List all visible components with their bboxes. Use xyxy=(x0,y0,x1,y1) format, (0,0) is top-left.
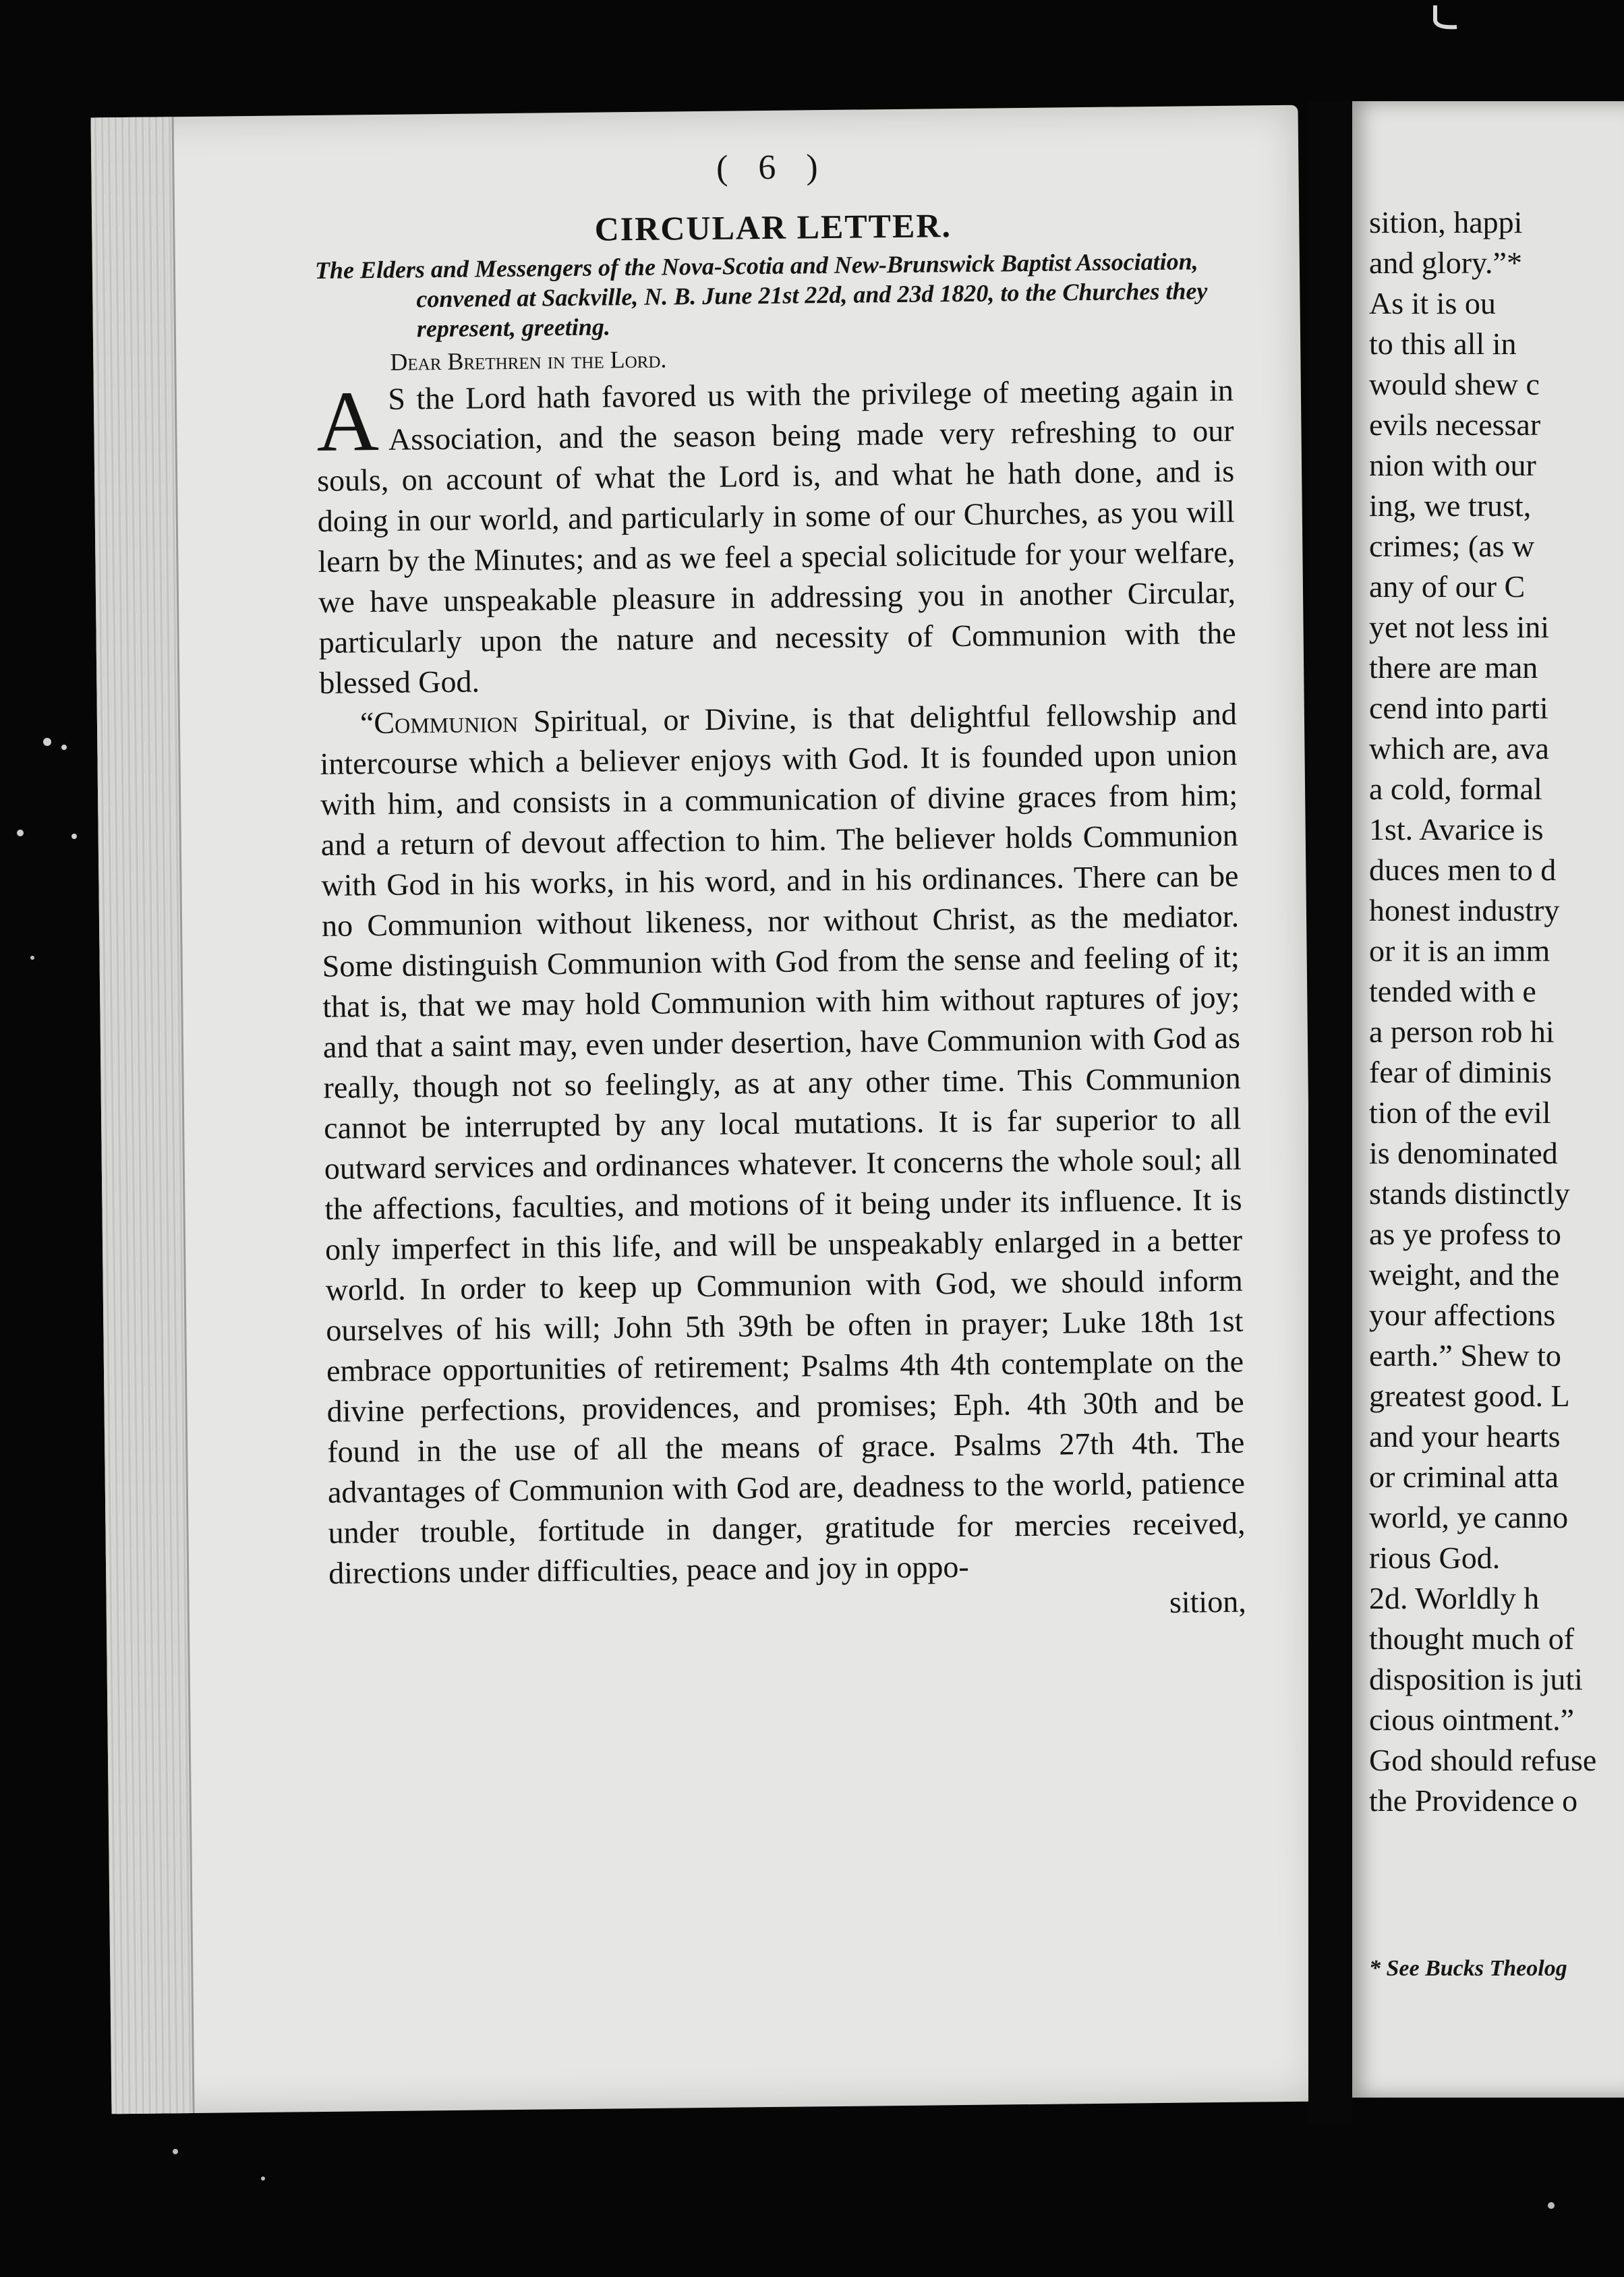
right-page-line: your affections xyxy=(1369,1298,1556,1332)
right-page-line: crimes; (as w xyxy=(1369,529,1535,563)
right-page-line: would shew c xyxy=(1369,367,1540,401)
right-page-line: As it is ou xyxy=(1369,286,1496,320)
right-page-line: world, ye canno xyxy=(1369,1500,1569,1534)
right-page-line: yet not less ini xyxy=(1369,610,1550,644)
right-page-line: is denominated xyxy=(1369,1136,1558,1170)
salutation: Dear Brethren in the Lord. xyxy=(390,345,667,376)
right-page-line: greatest good. L xyxy=(1369,1379,1570,1413)
right-page-line: the Providence o xyxy=(1369,1783,1578,1818)
paragraph-1-text: S the Lord hath favored us with the privilege of meeting again in Association, and the season being made very refreshing to our souls, on account of what the Lord is, and what he hath done, and is doing in our world, and particularly in some of our Churches, as you will learn by the Minutes; and as we feel a special solicitude for your welfare, we have unspeakable pleasure in addressing you in another Circular, particularly upon the nature and necessity of Communion with the blessed God. xyxy=(316,372,1236,700)
right-page-line: as ye profess to xyxy=(1369,1217,1561,1251)
right-page-line: sition, happi xyxy=(1369,205,1523,239)
right-page-line: thought much of xyxy=(1369,1621,1575,1656)
right-page-line: cend into parti xyxy=(1369,691,1548,725)
right-page-line: earth.” Shew to xyxy=(1369,1338,1561,1373)
paragraph-1 xyxy=(316,370,1237,703)
left-page-text xyxy=(314,143,1246,1632)
catchword: sition, xyxy=(1169,1584,1246,1619)
right-page-line: or criminal atta xyxy=(1369,1460,1559,1494)
right-page-line: weight, and the xyxy=(1369,1257,1560,1292)
letter-body xyxy=(316,370,1246,1632)
right-page-line: disposition is juti xyxy=(1369,1662,1583,1696)
right-page-line: a cold, formal xyxy=(1369,772,1542,806)
right-page-line: tion of the evil xyxy=(1369,1095,1551,1130)
right-page-line: cious ointment.” xyxy=(1369,1702,1575,1737)
drop-cap: A xyxy=(316,373,380,469)
right-page-line: tended with e xyxy=(1369,974,1536,1008)
right-page-text xyxy=(1369,202,1624,1821)
footnote: * See Bucks Theolog xyxy=(1369,1956,1567,1981)
left-page xyxy=(91,105,1319,2114)
right-page-line: a person rob hi xyxy=(1369,1014,1555,1049)
right-page-line: evils necessar xyxy=(1369,407,1541,442)
right-page-line: rious God. xyxy=(1369,1540,1501,1575)
right-page-line: nion with our xyxy=(1369,448,1536,482)
right-page-line: to this all in xyxy=(1369,326,1517,361)
paragraph-2 xyxy=(320,694,1246,1594)
open-quote: “ xyxy=(359,705,374,741)
right-page xyxy=(1352,101,1624,2098)
right-page-line: honest industry xyxy=(1369,893,1560,927)
right-page-line: 2d. Worldly h xyxy=(1369,1581,1540,1615)
right-page-line: duces men to d xyxy=(1369,853,1557,887)
right-page-line: there are man xyxy=(1369,650,1538,685)
right-page-line: stands distinctly xyxy=(1369,1176,1570,1211)
letter-heading: The Elders and Messengers of the Nova-Scotia and New-Brunswick Baptist Association, convened at Sackville, N. B. June 21st 22d, and 23d 1820, to the Churches they represent, greeting. xyxy=(314,248,1208,343)
right-page-line: fear of diminis xyxy=(1369,1055,1552,1089)
page-title: CIRCULAR LETTER. xyxy=(594,206,952,248)
right-page-line: any of our C xyxy=(1369,569,1526,604)
right-page-line: 1st. Avarice is xyxy=(1369,812,1544,846)
page-number: ( 6 ) xyxy=(716,148,829,188)
right-page-line: God should refuse xyxy=(1369,1743,1597,1777)
right-page-line: and glory.”* xyxy=(1369,246,1522,280)
right-page-line: or it is an imm xyxy=(1369,933,1550,968)
right-page-line: which are, ava xyxy=(1369,731,1549,766)
paragraph-2-text: Spiritual, or Divine, is that delightful fellowship and intercourse which a believer enjoys with God. It is founded upon union with him, and consists in a communication of divine graces from him; and a return of devout affection to him. The believer holds Communion with God in his works, in his word, and in his ordinances. There can be no Communion without likeness, nor without Christ, as the mediator. Some distinguish Communion with God from the sense and feeling of it; that is, that we may hold Communion with him without raptures of joy; and that a saint may, even under desertion, have Communion with God as really, though not so feelingly, as at any other time. This Communion cannot be interrupted by any local mutations. It is far superior to all outward services and ordinances whatever. It concerns the whole soul; all the affections, faculties, and motions of it being under its influence. It is only imperfect in this life, and will be unspeakably enlarged in a better world. In order to keep up Communion with God, we should inform ourselves of his will; John 5th 39th be often in prayer; Luke 18th 1st embrace opportunities of retirement; Psalms 4th 4th contemplate on the divine perfections, providences, and promises; Eph. 4th 30th and be found in the use of all the means of grace. Psalms 27th 4th. The advantages of Communion with God are, deadness to the world, patience under trouble, fortitude in danger, gratitude for mercies received, directions under difficulties, peace and joy in oppo- xyxy=(320,696,1246,1590)
right-page-line: ing, we trust, xyxy=(1369,488,1532,523)
book-gutter xyxy=(1308,101,1352,2125)
right-page-line: and your hearts xyxy=(1369,1419,1561,1453)
small-caps-word: Communion xyxy=(374,703,519,741)
